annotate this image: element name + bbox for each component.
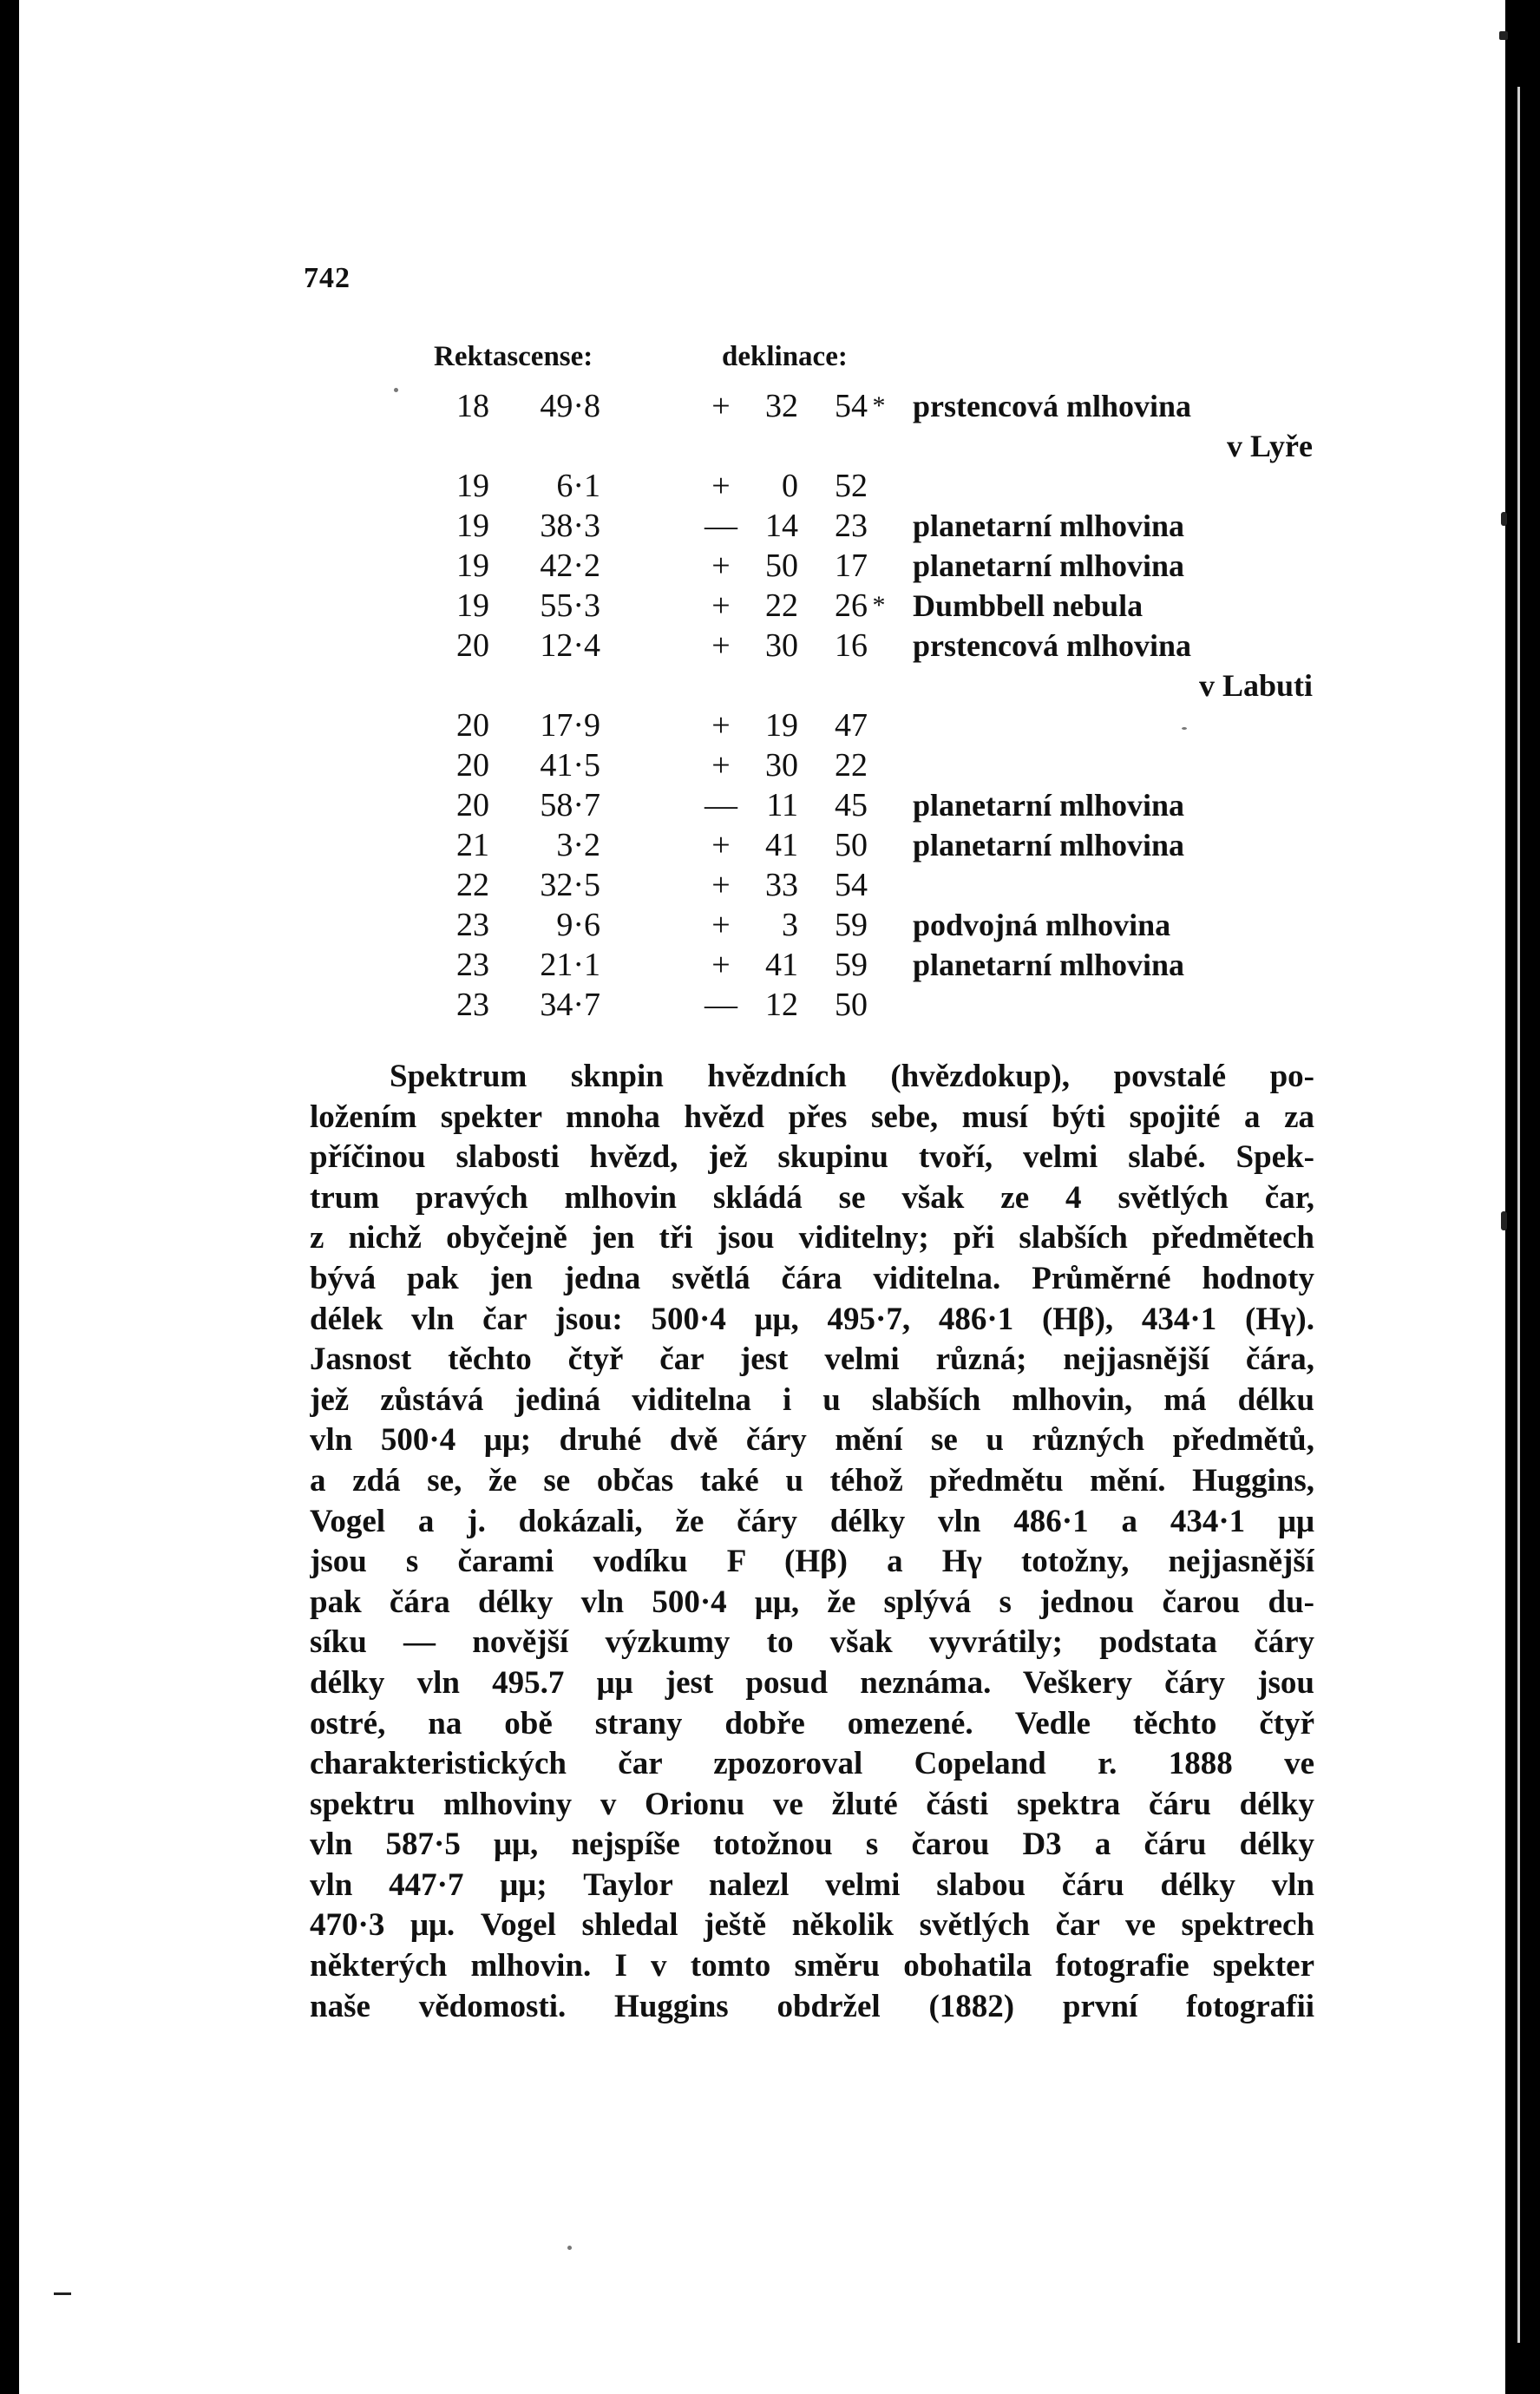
ra-hours: 19: [456, 548, 489, 584]
star-mark: *: [872, 591, 886, 620]
text-line: Vogel a j. dokázali, že čáry délky vln 486·1 a 434·1 μμ: [310, 1503, 1314, 1539]
ra-hours: 20: [456, 707, 489, 744]
object-description: planetarní mlhovina: [913, 948, 1185, 982]
dec-sign: +: [711, 468, 731, 504]
dec-sign: —: [704, 508, 737, 544]
ra-minutes: 6·1: [556, 468, 600, 504]
ra-minutes: 42·2: [540, 548, 600, 584]
table-row: [19, 626, 1505, 705]
text-line: spektru mlhoviny v Orionu ve žluté části spektra čáru délky: [310, 1786, 1314, 1822]
margin-mark: [54, 2292, 71, 2295]
dec-degrees: 22: [765, 587, 798, 624]
ra-minutes: 3·2: [556, 827, 600, 863]
print-speck: [1182, 727, 1187, 730]
dec-degrees: 0: [782, 468, 798, 504]
dec-minutes: 45: [835, 787, 868, 823]
dec-minutes: 50: [835, 827, 868, 863]
ra-hours: 19: [456, 508, 489, 544]
ra-minutes: 49·8: [540, 388, 600, 424]
table-row: [19, 586, 1505, 626]
text-line: délek vln čar jsou: 500·4 μμ, 495·7, 486·1 (Hβ), 434·1 (Hγ).: [310, 1301, 1314, 1337]
ra-hours: 23: [456, 987, 489, 1023]
object-location: v Labuti: [1198, 668, 1313, 703]
ra-hours: 19: [456, 468, 489, 504]
dec-degrees: 30: [765, 747, 798, 784]
page-edge-line: [1517, 87, 1520, 2343]
table-row: [19, 745, 1505, 785]
text-line: ložením spekter mnoha hvězd přes sebe, musí býti spojité a za: [310, 1099, 1314, 1135]
dec-minutes: 17: [835, 548, 868, 584]
table-row: [19, 546, 1505, 586]
text-line: jež zůstává jediná viditelna i u slabších mlhovin, má délku: [310, 1381, 1314, 1418]
object-description: Dumbbell nebula: [913, 588, 1144, 623]
text-line: naše vědomosti. Huggins obdržel (1882) první fotografii: [310, 1988, 1314, 2024]
text-line: délky vln 495.7 μμ jest posud neznáma. Veškery čáry jsou: [310, 1664, 1314, 1701]
book-page: [19, 0, 1505, 2394]
table-row: [19, 865, 1505, 905]
dec-sign: +: [711, 548, 731, 584]
header-right-ascension: Rektascense:: [434, 341, 593, 372]
text-line: bývá pak jen jedna světlá čára viditelna. Průměrné hodnoty: [310, 1260, 1314, 1296]
print-speck: [567, 2246, 572, 2250]
dec-degrees: 33: [765, 867, 798, 903]
text-line: Spektrum sknpin hvězdních (hvězdokup), povstalé po-: [390, 1059, 1314, 1094]
print-speck: [394, 388, 398, 392]
text-line: vln 500·4 μμ; druhé dvě čáry mění se u různých předmětů,: [310, 1422, 1314, 1459]
dec-minutes: 26: [835, 587, 868, 624]
nebula-table: [19, 386, 1505, 1025]
dec-sign: +: [711, 947, 731, 983]
table-row: [19, 825, 1505, 865]
ra-minutes: 34·7: [540, 987, 600, 1023]
dec-sign: —: [704, 787, 737, 823]
dec-sign: +: [711, 867, 731, 903]
dec-minutes: 23: [835, 508, 868, 544]
ra-minutes: 32·5: [540, 867, 600, 903]
text-line: 470·3 μμ. Vogel shledal ještě několik světlých čar ve spektrech: [310, 1907, 1314, 1944]
text-line: ostré, na obě strany dobře omezené. Vedle těchto čtyř: [310, 1705, 1314, 1741]
dec-sign: —: [704, 987, 737, 1023]
object-description: planetarní mlhovina: [913, 788, 1185, 823]
text-line: vln 587·5 μμ, nejspíše totožnou s čarou D3 a čáru délky: [310, 1827, 1314, 1863]
dec-sign: +: [711, 388, 731, 424]
margin-mark: [1499, 31, 1508, 40]
body-paragraph: [310, 1057, 1314, 2027]
ra-hours: 21: [456, 827, 489, 863]
object-description: planetarní mlhovina: [913, 828, 1185, 862]
text-line: trum pravých mlhovin skládá se však ze 4 světlých čar,: [310, 1179, 1314, 1216]
ra-minutes: 17·9: [540, 707, 600, 744]
dec-degrees: 14: [765, 508, 798, 544]
ra-minutes: 21·1: [540, 947, 600, 983]
ra-hours: 23: [456, 947, 489, 983]
dec-sign: +: [711, 907, 731, 943]
dec-degrees: 32: [765, 388, 798, 424]
dec-sign: +: [711, 827, 731, 863]
ra-hours: 22: [456, 867, 489, 903]
ra-hours: 20: [456, 627, 489, 664]
dec-degrees: 41: [765, 827, 798, 863]
dec-minutes: 50: [835, 987, 868, 1023]
ra-minutes: 41·5: [540, 747, 600, 784]
text-line: charakteristických čar zpozoroval Copeland r. 1888 ve: [310, 1746, 1314, 1782]
ra-hours: 23: [456, 907, 489, 943]
table-row: [19, 705, 1505, 745]
text-line: Jasnost těchto čtyř čar jest velmi různá; nejjasnější čára,: [310, 1341, 1314, 1378]
dec-minutes: 59: [835, 907, 868, 943]
dec-degrees: 41: [765, 947, 798, 983]
table-row: [19, 506, 1505, 546]
margin-mark: [1501, 512, 1507, 526]
text-line: síku — novější výzkumy to však vyvrátily; podstata čáry: [310, 1624, 1314, 1661]
table-row: [19, 945, 1505, 985]
object-location: v Lyře: [1227, 429, 1313, 463]
dec-degrees: 30: [765, 627, 798, 664]
table-row: [19, 785, 1505, 825]
page-number: 742: [304, 262, 351, 294]
ra-hours: 18: [456, 388, 489, 424]
table-row: [19, 466, 1505, 506]
object-description: planetarní mlhovina: [913, 548, 1185, 583]
dec-minutes: 54: [835, 867, 868, 903]
dec-degrees: 3: [782, 907, 798, 943]
table-row: [19, 905, 1505, 945]
dec-degrees: 50: [765, 548, 798, 584]
text-line: z nichž obyčejně jen tři jsou viditelny; při slabších předmětech: [310, 1220, 1314, 1256]
text-line: jsou s čarami vodíku F (Hβ) a Hγ totožny, nejjasnější: [310, 1544, 1314, 1580]
dec-minutes: 54: [835, 388, 868, 424]
dec-minutes: 52: [835, 468, 868, 504]
object-description: podvojná mlhovina: [913, 908, 1171, 942]
dec-sign: +: [711, 587, 731, 624]
ra-minutes: 38·3: [540, 508, 600, 544]
star-mark: *: [872, 391, 886, 420]
dec-sign: +: [711, 707, 731, 744]
margin-mark: [1501, 1211, 1507, 1230]
dec-degrees: 12: [765, 987, 798, 1023]
ra-minutes: 58·7: [540, 787, 600, 823]
object-description: prstencová mlhovina: [913, 389, 1192, 423]
text-line: vln 447·7 μμ; Taylor nalezl velmi slabou čáru délky vln: [310, 1866, 1314, 1903]
header-declination: deklinace:: [722, 341, 848, 372]
ra-hours: 19: [456, 587, 489, 624]
text-line: pak čára délky vln 500·4 μμ, že splývá s jednou čarou du-: [310, 1584, 1314, 1620]
dec-minutes: 47: [835, 707, 868, 744]
table-row: [19, 386, 1505, 466]
dec-sign: +: [711, 627, 731, 664]
dec-sign: +: [711, 747, 731, 784]
ra-minutes: 55·3: [540, 587, 600, 624]
object-description: planetarní mlhovina: [913, 508, 1185, 543]
text-line: některých mlhovin. I v tomto směru obohatila fotografie spekter: [310, 1948, 1314, 1984]
text-line: a zdá se, že se občas také u téhož předmětu mění. Huggins,: [310, 1462, 1314, 1499]
ra-minutes: 12·4: [540, 627, 600, 664]
dec-degrees: 11: [766, 787, 798, 823]
ra-hours: 20: [456, 787, 489, 823]
object-description: prstencová mlhovina: [913, 628, 1192, 663]
dec-minutes: 22: [835, 747, 868, 784]
ra-minutes: 9·6: [556, 907, 600, 943]
ra-hours: 20: [456, 747, 489, 784]
dec-degrees: 19: [765, 707, 798, 744]
text-line: příčinou slabosti hvězd, jež skupinu tvoří, velmi slabé. Spek-: [310, 1139, 1314, 1176]
dec-minutes: 16: [835, 627, 868, 664]
dec-minutes: 59: [835, 947, 868, 983]
table-row: [19, 985, 1505, 1025]
